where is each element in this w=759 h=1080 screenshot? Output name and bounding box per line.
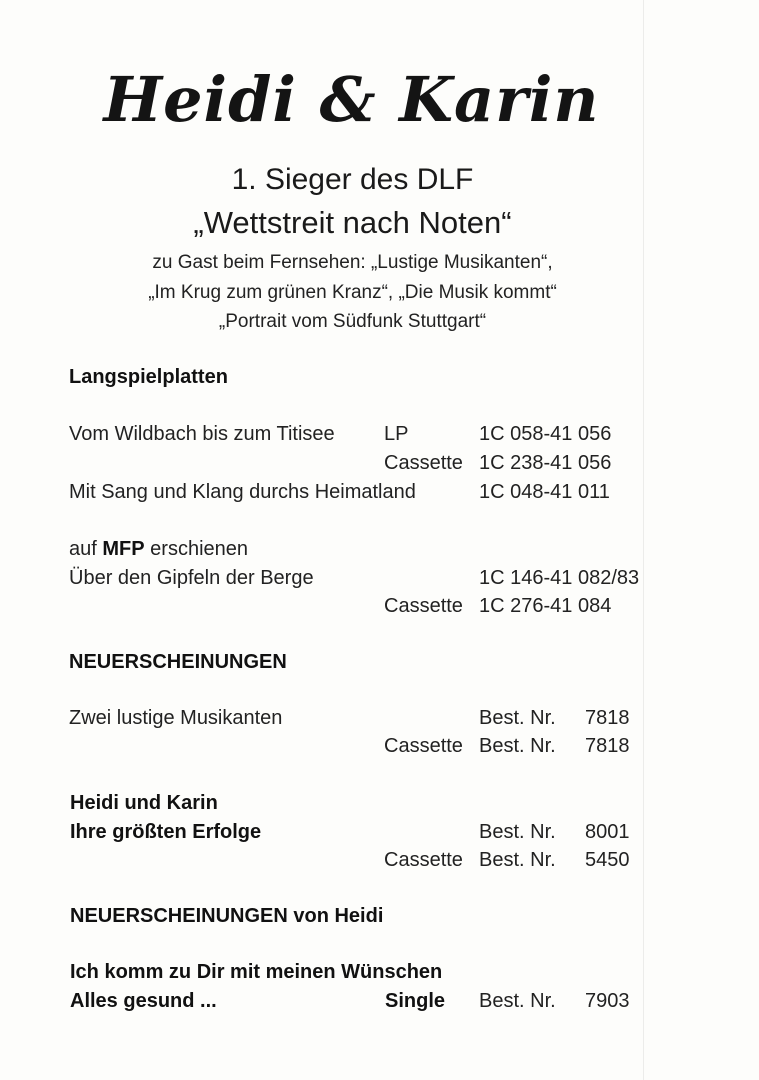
best-nr-label: Best. Nr. — [479, 735, 556, 757]
lp-catalog-number: 1C 058-41 056 — [479, 423, 612, 445]
lp-catalog-number: 1C 276-41 084 — [479, 595, 612, 617]
mfp-suffix: erschienen — [150, 538, 248, 560]
best-nr-value: 7903 — [585, 990, 630, 1012]
best-nr-label: Best. Nr. — [479, 821, 556, 843]
section-heading-lp: Langspielplatten — [69, 366, 228, 388]
logo-heidi-karin: Heidi & Karin — [103, 63, 600, 136]
page-edge-line — [643, 0, 644, 1080]
lp-title-heimatland: Mit Sang und Klang durchs Heimatland — [69, 481, 416, 503]
new-title-heidi-karin: Heidi und Karin — [70, 792, 218, 814]
new-format-cassette: Cassette — [384, 849, 463, 871]
best-nr-label: Best. Nr. — [479, 990, 556, 1012]
tv-line-2: „Im Krug zum grünen Kranz“, „Die Musik kommt“ — [148, 282, 557, 303]
best-nr-value: 7818 — [585, 707, 630, 729]
subtitle-contest: „Wettstreit nach Noten“ — [193, 205, 512, 240]
lp-catalog-number: 1C 146-41 082/83 — [479, 567, 640, 589]
heidi-title-wuenschen: Ich komm zu Dir mit meinen Wünschen — [70, 961, 443, 983]
section-heading-new: NEUERSCHEINUNGEN — [69, 651, 287, 673]
lp-catalog-number: 1C 238-41 056 — [479, 452, 612, 474]
best-nr-value: 5450 — [585, 849, 630, 871]
best-nr-value: 8001 — [585, 821, 630, 843]
lp-format-lp: LP — [384, 423, 409, 445]
new-title-erfolge: Ihre größten Erfolge — [70, 821, 262, 843]
heidi-title-gesund: Alles gesund ... — [70, 990, 217, 1012]
lp-title-wildbach: Vom Wildbach bis zum Titisee — [69, 423, 335, 445]
lp-format-cassette: Cassette — [384, 595, 463, 617]
lp-title-gipfeln: Über den Gipfeln der Berge — [69, 567, 314, 589]
lp-catalog-number: 1C 048-41 011 — [479, 481, 610, 503]
section-heading-heidi: NEUERSCHEINUNGEN von Heidi — [70, 905, 384, 927]
best-nr-value: 7818 — [585, 735, 630, 757]
tv-line-3: „Portrait vom Südfunk Stuttgart“ — [218, 311, 487, 332]
lp-format-cassette: Cassette — [384, 452, 463, 474]
best-nr-label: Best. Nr. — [479, 707, 556, 729]
new-format-cassette: Cassette — [384, 735, 463, 757]
best-nr-label: Best. Nr. — [479, 849, 556, 871]
tv-line-1: zu Gast beim Fernsehen: „Lustige Musikanten“, — [152, 252, 553, 273]
mfp-line — [69, 538, 248, 561]
mfp-label: MFP — [102, 538, 145, 560]
heidi-format-single: Single — [385, 990, 446, 1012]
mfp-prefix: auf — [69, 538, 97, 560]
subtitle-winner: 1. Sieger des DLF — [231, 163, 474, 196]
new-title-musikanten: Zwei lustige Musikanten — [69, 707, 283, 729]
